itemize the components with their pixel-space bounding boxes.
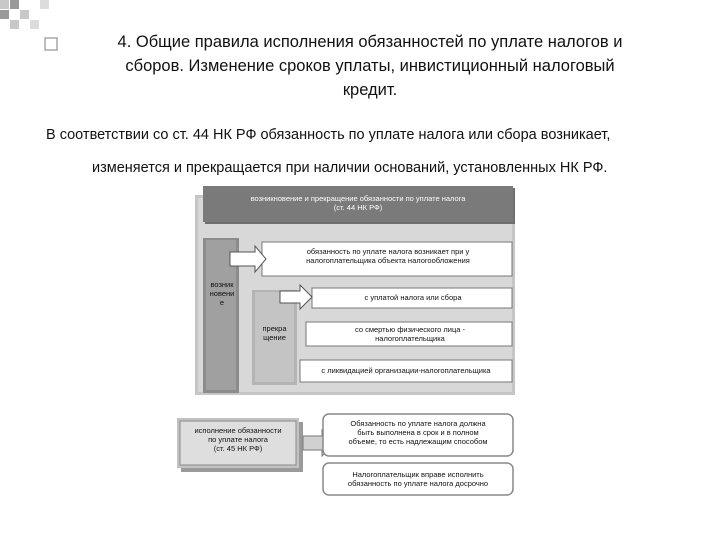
duty-box-line-1: Обязанность по уплате налога должна bbox=[350, 419, 486, 428]
termination-label bbox=[253, 324, 296, 342]
payment-box-text: с уплатой налога или сбора bbox=[364, 293, 462, 302]
fulfillment-box-line-1: исполнение обязанности bbox=[194, 426, 282, 435]
arises-box-text bbox=[266, 247, 510, 265]
side-label-line-3: е bbox=[219, 298, 225, 307]
early-box-line-2: обязанность по уплате налога досрочно bbox=[347, 479, 489, 488]
title-line-3: кредит. bbox=[342, 81, 398, 99]
early-box-text bbox=[327, 470, 509, 488]
fulfillment-box-text bbox=[180, 426, 296, 453]
title-line-1: 4. Общие правила исполнения обязанностей по уплате налогов и bbox=[117, 33, 623, 51]
termination-label-line-1: прекра bbox=[262, 324, 287, 333]
title-line-2: сборов. Изменение сроков уплаты, инвистиционный налоговый bbox=[125, 57, 615, 75]
duty-box-text bbox=[327, 419, 509, 446]
top-box-line-2: (ст. 44 НК РФ) bbox=[333, 203, 383, 212]
top-box-text bbox=[205, 194, 511, 212]
fulfillment-box-line-2: по уплате налога bbox=[208, 435, 268, 444]
side-label-line-2: новени bbox=[209, 289, 235, 298]
arises-box-line-2: налогоплательщика объекта налогообложения bbox=[306, 256, 470, 265]
duty-box-line-3: объеме, то есть надлежащим способом bbox=[348, 437, 488, 446]
death-box-text bbox=[310, 325, 510, 343]
fulfillment-box-line-3: (ст. 45 НК РФ) bbox=[213, 444, 263, 453]
liquidation-box-text: с ликвидацией организации-налогоплательщика bbox=[321, 366, 491, 375]
arises-box-line-1: обязанность по уплате налога возникает при у bbox=[306, 247, 470, 256]
arises-side-label bbox=[204, 280, 240, 307]
intro-text-line-1: В соответствии со ст. 44 НК РФ обязанность по уплате налога или сбора возникает, bbox=[46, 127, 611, 143]
top-box-line-1: возникновение и прекращение обязанности по уплате налога bbox=[250, 194, 466, 203]
side-label-line-1: возник bbox=[210, 280, 234, 289]
intro-text-line-2: изменяется и прекращается при наличии оснований, установленных НК РФ. bbox=[92, 160, 608, 176]
duty-box-line-2: быть выполнена в срок и в полном bbox=[357, 428, 479, 437]
termination-label-line-2: щение bbox=[263, 333, 286, 342]
early-box-line-1: Налогоплательщик вправе исполнить bbox=[352, 470, 484, 479]
death-box-line-2: налогоплательщика bbox=[375, 334, 445, 343]
death-box-line-1: со смертью физического лица - bbox=[354, 325, 466, 334]
